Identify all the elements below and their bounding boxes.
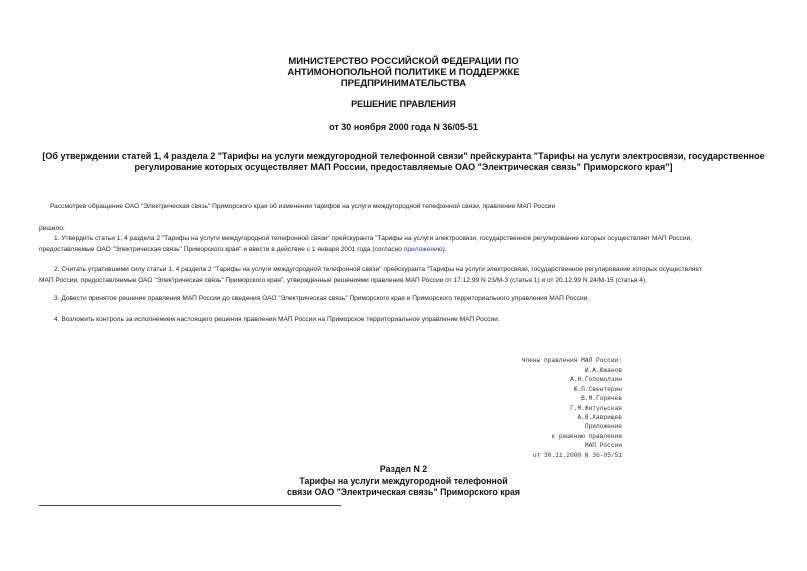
item-2-line-1: 2. Считать утратившими силу статьи 1, 4 раздела 2 "Тарифы на услуги междугородной телефонной связи" прейскуранта "Тарифы на услуги электросвязи, государственное регулирование которых осуществляет	[54, 266, 702, 273]
appendix-line-4: от 30.11.2000 N 36-05/51	[532, 451, 622, 459]
item-3: 3. Довести принятое решение правления МАП России до сведения ОАО "Электрическая связь" Приморского края и Приморского территориального управления МАП России.	[54, 295, 590, 302]
section-title: Раздел N 2	[379, 464, 428, 474]
item-1	[39, 234, 774, 255]
signature-member: Ю.П.Свентерин	[573, 385, 622, 393]
ministry-heading	[0, 56, 807, 89]
signature-member: И.А.Южанов	[584, 366, 622, 374]
item-2-line-2: МАП России, предоставляемые ОАО "Электрическая связь" Приморского края", утвержденные решениями правления МАП России от 17.12.99 N 23/М-3 (статья 1) и от 20.12.99 N 24/М-15 (статья 4).	[39, 276, 648, 284]
signature-member: А.В.Хаврищев	[577, 414, 622, 421]
item-1-line-2	[39, 245, 774, 256]
appendix-line-3: МАП России	[584, 442, 622, 449]
appendix-line-2: к решению правления	[551, 432, 622, 440]
appendix-note	[533, 422, 622, 460]
section-line-1: Тарифы на услуги междугородной телефонной	[299, 475, 508, 486]
subject-line-2: регулирование которых осуществляет МАП России, предоставляемые ОАО "Электрическая связь" Приморского края"]	[134, 162, 673, 172]
signature-member: Г.М.Житульская	[570, 404, 622, 412]
document-date-number: от 30 ноября 2000 года N 36/05-51	[329, 122, 478, 132]
section-line-2: связи ОАО "Электрическая связь" Приморского края	[286, 487, 521, 497]
resolved-label: решило:	[39, 225, 65, 232]
item-1-line-1: 1. Утвердить статьи 1, 4 раздела 2 "Тарифы на услуги междугородной телефонной связи" прейскуранта "Тарифы на услуги электросвязи, государственное регулирование которых осуществляет МАП России,	[54, 235, 693, 242]
appendix-line-1: Приложение	[584, 423, 622, 430]
item-2	[39, 265, 774, 286]
signature-member: В.М.Горячев	[581, 395, 622, 402]
appendix-link[interactable]: приложению	[403, 245, 443, 253]
subject-line-1: [Об утверждении статей 1, 4 раздела 2 "Тарифы на услуги междугородной телефонной связи" прейскуранта "Тарифы на услуги электросвязи, государственное	[42, 151, 765, 161]
ministry-line-3: ПРЕДПРИНИМАТЕЛЬСТВА	[340, 78, 467, 89]
item-4: 4. Возложить контроль за исполнением настоящего решения правления МАП России на Приморское территориальное управление МАП России.	[54, 316, 500, 323]
signatures-block	[522, 356, 622, 423]
signature-member: А.Н.Голомолзин	[570, 376, 622, 383]
ministry-line-2: АНТИМОНОПОЛЬНОЙ ПОЛИТИКЕ И ПОДДЕРЖКЕ	[287, 67, 520, 78]
signatures-heading: Члены правления МАП России:	[521, 357, 622, 364]
document-type: РЕШЕНИЕ ПРАВЛЕНИЯ	[351, 99, 456, 109]
ministry-line-1: МИНИСТЕРСТВО РОССИЙСКОЙ ФЕДЕРАЦИИ ПО	[288, 56, 519, 67]
section-heading	[0, 464, 807, 499]
footnote-divider	[39, 505, 341, 506]
item-1-close: ).	[442, 245, 447, 253]
document-subject	[30, 151, 777, 173]
intro-paragraph: Рассмотрев обращение ОАО "Электрическая связь" Приморского края об изменении тарифов на услуги междугородной телефонной связи, правление МАП России	[50, 203, 556, 210]
item-1-text: предоставляемые ОАО "Электрическая связь" Приморского края" и ввести в действие с 1 января 2001 года (согласно	[39, 245, 404, 253]
